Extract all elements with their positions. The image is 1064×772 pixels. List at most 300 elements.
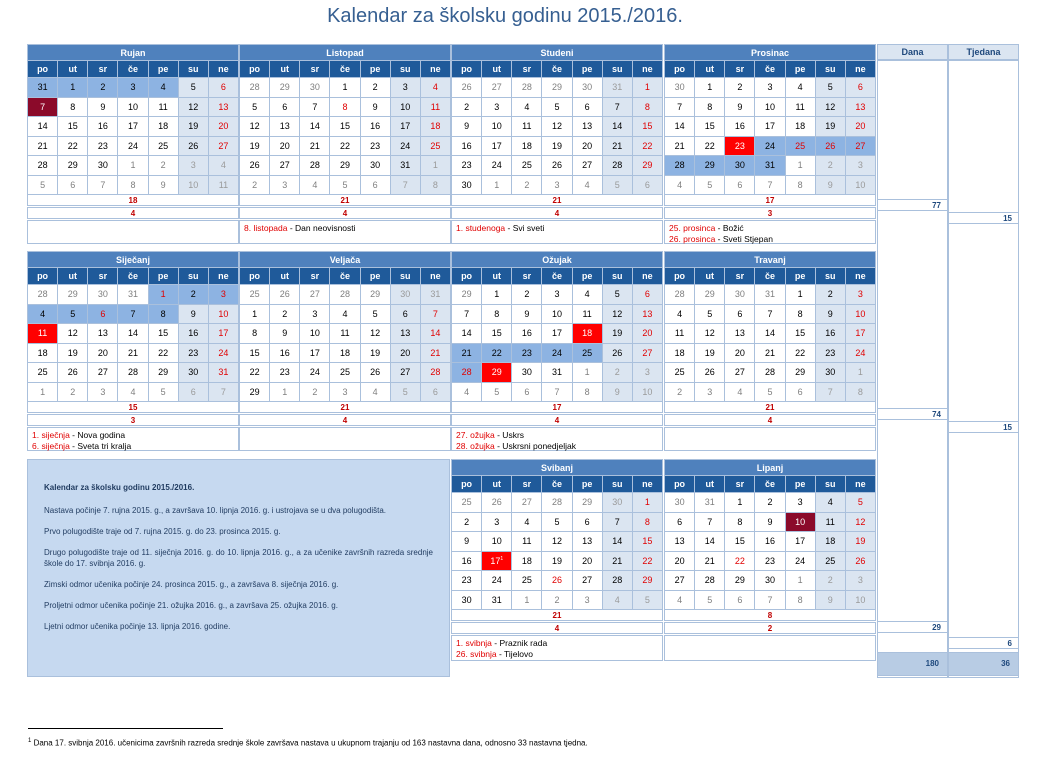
day-number: 12 (825, 101, 836, 112)
day-cell (665, 156, 695, 176)
day-number: 5 (827, 82, 833, 93)
day-cell (572, 551, 602, 571)
day-number: 6 (737, 308, 743, 319)
day-cell (845, 382, 875, 402)
day-number: 27 (400, 367, 411, 378)
day-cell (360, 156, 390, 176)
day-number: 9 (372, 101, 378, 112)
day-number: 3 (190, 160, 196, 171)
day-cell (512, 156, 542, 176)
day-cell (755, 493, 785, 513)
day-cell (360, 117, 390, 137)
day-number: 5 (252, 101, 258, 112)
week-row (240, 117, 451, 137)
day-cell (58, 175, 88, 195)
day-number: 25 (825, 555, 836, 566)
day-cell (785, 590, 815, 610)
day-number: 10 (127, 101, 138, 112)
day-cell (452, 493, 482, 513)
month-weeks-count: 4 (239, 414, 451, 426)
day-cell (542, 117, 572, 137)
day-number: 2 (614, 367, 620, 378)
holiday-name: - Dan neovisnosti (287, 223, 356, 233)
holiday-date: 26. prosinca (669, 234, 716, 244)
day-cell (58, 97, 88, 117)
day-cell (542, 571, 572, 591)
day-number: 9 (464, 536, 470, 547)
day-cell (88, 78, 118, 98)
day-number: 8 (707, 101, 713, 112)
day-cell (58, 343, 88, 363)
day-cell (482, 343, 512, 363)
day-cell (785, 363, 815, 383)
day-cell (482, 285, 512, 305)
day-number: 5 (160, 386, 166, 397)
day-number: 2 (827, 575, 833, 586)
day-cell (632, 285, 662, 305)
day-number: 3 (857, 575, 863, 586)
day-number: 13 (582, 121, 593, 132)
day-number: 29 (370, 289, 381, 300)
day-cell (420, 363, 450, 383)
week-row (452, 136, 663, 156)
day-number: 1 (707, 82, 713, 93)
day-number: 29 (158, 367, 169, 378)
day-number: 26 (461, 82, 472, 93)
day-cell (755, 324, 785, 344)
weekday-header: ut (695, 61, 725, 78)
weekday-header: če (755, 268, 785, 285)
day-cell (785, 324, 815, 344)
day-number: 30 (582, 82, 593, 93)
day-cell (512, 512, 542, 532)
day-number: 11 (340, 328, 350, 339)
holiday-note (32, 430, 234, 441)
day-cell (270, 156, 300, 176)
day-cell (632, 304, 662, 324)
day-number: 28 (551, 497, 562, 508)
day-cell (390, 78, 420, 98)
week-row (28, 136, 239, 156)
day-number: 26 (279, 289, 290, 300)
day-cell (725, 78, 755, 98)
day-cell (695, 363, 725, 383)
day-cell (725, 175, 755, 195)
day-number: 1 (432, 160, 438, 171)
weekday-header: ne (420, 61, 450, 78)
day-cell (572, 156, 602, 176)
day-cell (452, 285, 482, 305)
day-number: 24 (127, 140, 138, 151)
day-cell (845, 136, 875, 156)
day-cell (512, 590, 542, 610)
day-cell (845, 551, 875, 571)
day-cell (330, 363, 360, 383)
day-cell (482, 363, 512, 383)
day-cell (240, 175, 270, 195)
day-cell (665, 590, 695, 610)
day-number: 26 (612, 347, 623, 358)
weekday-header: ne (632, 61, 662, 78)
weekday-header: sr (300, 268, 330, 285)
day-cell (695, 493, 725, 513)
holiday-name: - Svi sveti (505, 223, 545, 233)
day-cell (208, 175, 238, 195)
day-number: 10 (855, 594, 866, 605)
weekday-header: su (602, 61, 632, 78)
day-cell (330, 97, 360, 117)
day-cell (148, 78, 178, 98)
day-number: 8 (584, 386, 590, 397)
day-number: 5 (372, 308, 378, 319)
day-cell (725, 512, 755, 532)
day-cell (360, 175, 390, 195)
day-cell (695, 512, 725, 532)
day-cell (542, 285, 572, 305)
day-cell (88, 343, 118, 363)
day-cell (240, 156, 270, 176)
day-number: 17 (490, 555, 501, 566)
day-cell (360, 97, 390, 117)
day-number: 21 (674, 140, 685, 151)
day-number: 15 (491, 328, 502, 339)
day-cell (390, 304, 420, 324)
day-number: 9 (160, 179, 166, 190)
day-cell (270, 343, 300, 363)
holiday-note (32, 441, 234, 452)
day-cell (755, 532, 785, 552)
day-cell (28, 97, 58, 117)
day-number: 6 (190, 386, 196, 397)
week-row (665, 551, 876, 571)
day-number: 20 (582, 140, 593, 151)
day-cell (572, 590, 602, 610)
holiday-note (456, 441, 658, 452)
day-number: 31 (37, 82, 48, 93)
day-number: 18 (674, 347, 685, 358)
day-cell (88, 97, 118, 117)
weekday-header: su (602, 268, 632, 285)
day-cell (452, 136, 482, 156)
day-cell (542, 97, 572, 117)
day-number: 20 (97, 347, 108, 358)
day-number: 4 (524, 516, 530, 527)
day-number: 14 (612, 121, 623, 132)
day-cell (118, 97, 148, 117)
day-number: 14 (764, 328, 775, 339)
day-number: 15 (339, 121, 350, 132)
day-cell (845, 363, 875, 383)
month-table (664, 44, 876, 195)
day-cell (390, 343, 420, 363)
day-cell (602, 551, 632, 571)
day-cell (572, 304, 602, 324)
day-cell (118, 304, 148, 324)
month-name: Svibanj (452, 460, 663, 476)
day-cell (665, 324, 695, 344)
day-cell (28, 285, 58, 305)
week-row (240, 363, 451, 383)
day-number: 25 (158, 140, 169, 151)
day-cell (452, 590, 482, 610)
day-cell (240, 136, 270, 156)
day-cell (755, 285, 785, 305)
day-number: 28 (309, 160, 320, 171)
day-number: 6 (100, 308, 106, 319)
holiday-note (669, 234, 871, 245)
day-number: 11 (795, 101, 805, 112)
day-number: 23 (370, 140, 381, 151)
page-title: Kalendar za školsku godinu 2015./2016. (327, 5, 683, 27)
day-number: 9 (464, 121, 470, 132)
day-cell (330, 117, 360, 137)
day-number: 23 (825, 347, 836, 358)
day-cell (28, 324, 58, 344)
day-cell (58, 156, 88, 176)
month-table (451, 251, 663, 402)
day-cell (360, 136, 390, 156)
day-cell (785, 117, 815, 137)
week-row (665, 363, 876, 383)
day-cell (208, 304, 238, 324)
day-cell (330, 78, 360, 98)
day-cell (632, 363, 662, 383)
month-name: Studeni (452, 45, 663, 61)
day-cell (390, 285, 420, 305)
day-cell (815, 343, 845, 363)
weekday-header: pe (785, 268, 815, 285)
day-cell (815, 285, 845, 305)
day-cell (785, 78, 815, 98)
holiday-name: - Tijelovo (496, 649, 534, 659)
week-row (452, 343, 663, 363)
day-number: 28 (612, 575, 623, 586)
day-number: 1 (130, 160, 136, 171)
day-cell (178, 382, 208, 402)
day-cell (572, 285, 602, 305)
week-row (665, 304, 876, 324)
day-number: 2 (524, 289, 530, 300)
day-cell (270, 285, 300, 305)
day-cell (118, 382, 148, 402)
day-number: 21 (127, 347, 138, 358)
weekday-header: po (452, 476, 482, 493)
day-number: 21 (764, 347, 775, 358)
week-row (665, 156, 876, 176)
day-number: 27 (582, 160, 593, 171)
day-cell (572, 382, 602, 402)
weekday-header: su (390, 268, 420, 285)
day-number: 28 (461, 367, 472, 378)
day-number: 9 (190, 308, 196, 319)
weekday-header: su (815, 476, 845, 493)
day-cell (755, 175, 785, 195)
day-number: 7 (100, 179, 106, 190)
day-cell (755, 551, 785, 571)
holiday-notes (451, 220, 663, 244)
week-row (665, 117, 876, 137)
day-cell (785, 136, 815, 156)
day-cell (452, 363, 482, 383)
day-cell (148, 304, 178, 324)
day-number: 3 (797, 497, 803, 508)
holiday-notes (664, 635, 876, 661)
day-cell (58, 78, 88, 98)
day-number: 4 (584, 179, 590, 190)
day-cell (632, 175, 662, 195)
day-cell (695, 285, 725, 305)
footnote-ref: 1 (500, 555, 504, 562)
day-cell (88, 304, 118, 324)
day-cell (482, 493, 512, 513)
day-number: 24 (491, 160, 502, 171)
day-cell (420, 78, 450, 98)
day-cell (815, 97, 845, 117)
day-cell (420, 136, 450, 156)
day-cell (178, 363, 208, 383)
day-number: 7 (402, 179, 408, 190)
day-cell (420, 156, 450, 176)
day-cell (815, 590, 845, 610)
day-cell (58, 304, 88, 324)
day-cell (420, 343, 450, 363)
week-row (452, 175, 663, 195)
day-cell (512, 493, 542, 513)
day-number: 8 (857, 386, 863, 397)
day-number: 15 (249, 347, 260, 358)
day-cell (300, 343, 330, 363)
day-number: 22 (249, 367, 260, 378)
day-number: 14 (461, 328, 472, 339)
day-number: 17 (309, 347, 320, 358)
day-number: 31 (127, 289, 138, 300)
day-cell (755, 512, 785, 532)
holiday-notes (239, 427, 451, 451)
month-name: Rujan (28, 45, 239, 61)
month-table (239, 251, 451, 402)
day-number: 8 (644, 101, 650, 112)
holiday-note (456, 223, 658, 234)
q2-days-total: 74 (877, 408, 948, 420)
day-number: 26 (249, 160, 260, 171)
day-cell (845, 512, 875, 532)
day-cell (665, 117, 695, 137)
day-number: 10 (218, 308, 229, 319)
day-cell (725, 324, 755, 344)
day-cell (542, 175, 572, 195)
day-number: 24 (309, 367, 320, 378)
weekday-header: ne (845, 61, 875, 78)
day-cell (665, 382, 695, 402)
day-number: 20 (218, 121, 229, 132)
day-cell (240, 285, 270, 305)
day-number: 19 (249, 140, 260, 151)
weekday-header: če (542, 476, 572, 493)
day-number: 22 (704, 140, 715, 151)
day-number: 17 (491, 140, 502, 151)
day-number: 10 (309, 328, 320, 339)
day-number: 29 (795, 367, 806, 378)
day-number: 29 (704, 160, 715, 171)
day-cell (512, 117, 542, 137)
weekday-header: po (28, 268, 58, 285)
week-row (452, 78, 663, 98)
weekday-header: pe (785, 61, 815, 78)
day-cell (88, 117, 118, 137)
day-number: 22 (491, 347, 502, 358)
day-cell (360, 382, 390, 402)
week-row (665, 136, 876, 156)
day-cell (602, 363, 632, 383)
day-number: 8 (797, 308, 803, 319)
day-number: 26 (551, 160, 562, 171)
day-cell (270, 382, 300, 402)
day-cell (390, 382, 420, 402)
day-number: 12 (551, 121, 562, 132)
day-cell (725, 532, 755, 552)
week-row (28, 285, 239, 305)
day-number: 4 (372, 386, 378, 397)
day-number: 12 (612, 308, 623, 319)
day-number: 8 (494, 308, 500, 319)
day-cell (360, 324, 390, 344)
day-cell (602, 285, 632, 305)
day-cell (785, 97, 815, 117)
holiday-name: - Praznik rada (491, 638, 548, 648)
day-number: 31 (430, 289, 441, 300)
day-number: 28 (37, 289, 48, 300)
day-number: 20 (855, 121, 866, 132)
q1-weeks-total: 15 (948, 212, 1019, 224)
day-number: 20 (674, 555, 685, 566)
day-cell (390, 363, 420, 383)
weekday-header: če (755, 476, 785, 493)
day-cell (178, 343, 208, 363)
day-cell (725, 136, 755, 156)
weekday-header: ne (632, 476, 662, 493)
week-row (28, 78, 239, 98)
day-number: 5 (554, 516, 560, 527)
day-number: 4 (342, 308, 348, 319)
day-cell (390, 175, 420, 195)
day-number: 7 (827, 386, 833, 397)
day-cell (512, 571, 542, 591)
day-number: 7 (220, 386, 226, 397)
day-number: 19 (855, 536, 866, 547)
holiday-date: 1. siječnja (32, 430, 70, 440)
day-number: 1 (797, 160, 803, 171)
weekday-header: če (118, 61, 148, 78)
day-number: 1 (737, 497, 743, 508)
day-number: 4 (40, 308, 46, 319)
day-cell (695, 590, 725, 610)
day-number: 4 (677, 179, 683, 190)
day-number: 18 (521, 140, 532, 151)
day-number: 26 (825, 140, 836, 151)
day-number: 27 (674, 575, 685, 586)
day-cell (28, 363, 58, 383)
day-number: 8 (130, 179, 136, 190)
day-cell (632, 382, 662, 402)
day-cell (270, 324, 300, 344)
day-number: 3 (312, 308, 318, 319)
day-number: 1 (524, 594, 530, 605)
day-cell (270, 363, 300, 383)
weekday-header: ne (208, 61, 238, 78)
day-cell (452, 324, 482, 344)
day-number: 30 (521, 367, 532, 378)
holiday-notes (239, 220, 451, 244)
